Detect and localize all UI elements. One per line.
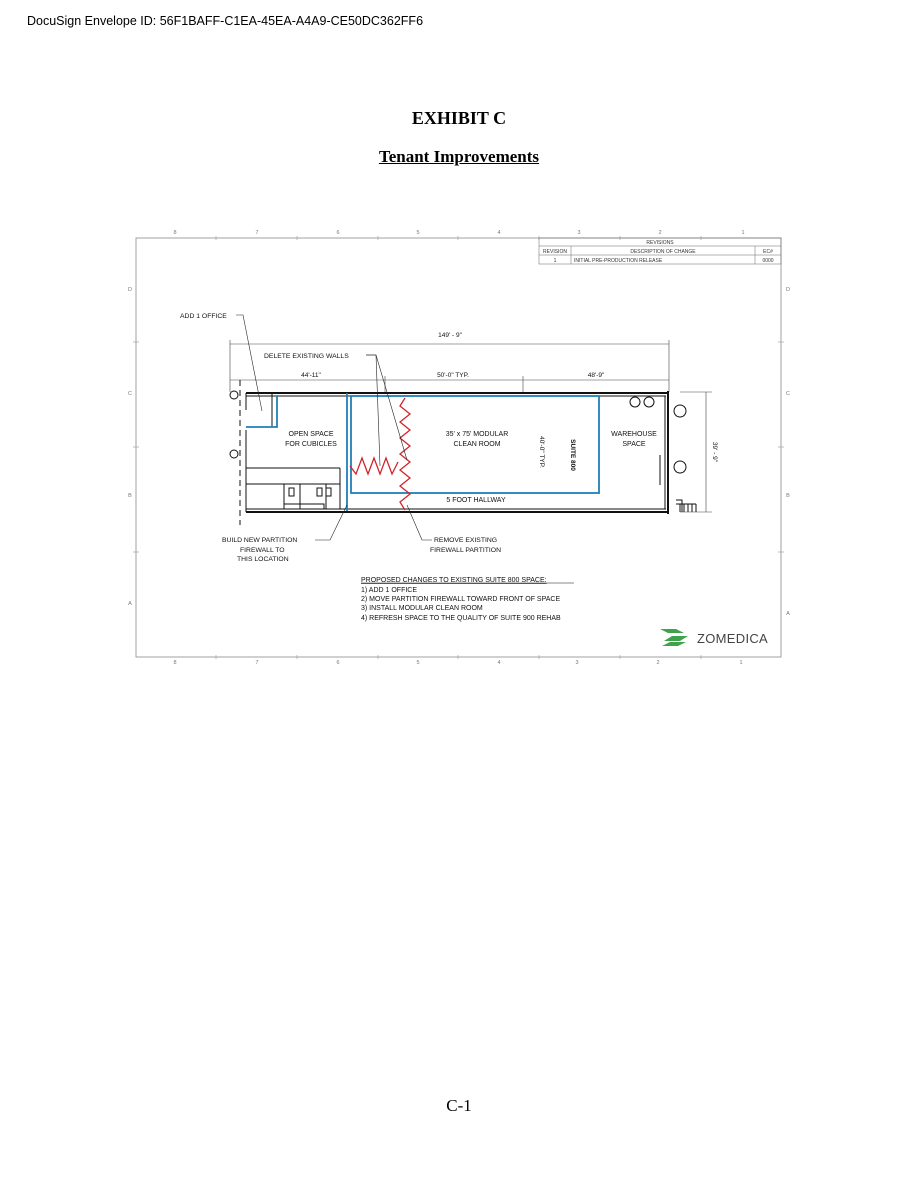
notes-item: 1) ADD 1 OFFICE: [361, 587, 418, 594]
notes-item: 2) MOVE PARTITION FIREWALL TOWARD FRONT OF SPACE: [361, 596, 561, 603]
notes-heading: PROPOSED CHANGES TO EXISTING SUITE 800 SPACE:: [361, 577, 547, 584]
callout-delete-walls: DELETE EXISTING WALLS: [264, 353, 349, 360]
row-label-right: A: [786, 611, 790, 617]
col-label-top: 5: [416, 230, 420, 236]
col-label-top: 2: [658, 230, 662, 236]
col-label-bottom: 1: [739, 660, 743, 666]
col-label-bottom: 8: [173, 660, 177, 666]
zomedica-logo: [660, 629, 768, 646]
row-label-left: D: [128, 287, 132, 293]
dimension-height: 39' - 9": [711, 441, 718, 463]
revisions-cell: 1: [553, 258, 557, 264]
callout-remove-firewall: REMOVE EXISTING: [434, 537, 498, 544]
col-label-top: 1: [741, 230, 745, 236]
dimension-right: 48'-9": [587, 372, 605, 379]
room-warehouse: SPACE: [622, 441, 646, 448]
row-label-right: B: [786, 493, 790, 499]
document-subtitle: Tenant Improvements: [378, 147, 540, 166]
revisions-cell: 0000: [762, 258, 774, 264]
callout-add-office: ADD 1 OFFICE: [180, 313, 227, 320]
room-open-space: FOR CUBICLES: [285, 441, 337, 448]
revisions-cell: INITIAL PRE-PRODUCTION RELEASE: [574, 258, 663, 264]
page-number: C-1: [446, 1096, 472, 1115]
zomedica-logo-text: ZOMEDICA: [697, 631, 769, 646]
notes-item: 3) INSTALL MODULAR CLEAN ROOM: [361, 605, 483, 612]
room-hallway: 5 FOOT HALLWAY: [446, 497, 506, 504]
row-label-left: C: [128, 391, 132, 397]
notes-item: 4) REFRESH SPACE TO THE QUALITY OF SUITE 900 REHAB: [361, 615, 561, 622]
row-label-right: C: [786, 391, 790, 397]
dimension-mid: 50'-0" TYP.: [437, 372, 469, 379]
dimension-clean-height: 40'-0" TYP.: [538, 436, 545, 468]
room-warehouse: WAREHOUSE: [611, 431, 657, 438]
col-label-bottom: 5: [416, 660, 420, 666]
callout-build-partition: FIREWALL TO: [240, 547, 285, 554]
building-walls: [246, 391, 668, 514]
revisions-header: DESCRIPTION OF CHANGE: [630, 249, 696, 255]
col-label-top: 7: [255, 230, 259, 236]
col-label-bottom: 7: [255, 660, 259, 666]
revisions-title: REVISIONS: [646, 240, 674, 246]
dimension-left: 44'-11": [301, 372, 321, 379]
exhibit-title: EXHIBIT C: [411, 108, 507, 128]
col-label-top: 6: [336, 230, 340, 236]
row-label-left: B: [128, 493, 132, 499]
callout-build-partition: BUILD NEW PARTITION: [222, 537, 298, 544]
col-label-bottom: 4: [497, 660, 501, 666]
room-clean-room: CLEAN ROOM: [453, 441, 501, 448]
dimension-overall: 149' - 9": [438, 332, 462, 339]
room-open-space: OPEN SPACE: [288, 431, 334, 438]
col-label-bottom: 6: [336, 660, 340, 666]
new-work-lines: [246, 393, 599, 511]
callout-remove-firewall: FIREWALL PARTITION: [430, 547, 501, 554]
room-clean-room: 35' x 75' MODULAR: [445, 431, 509, 438]
col-label-top: 3: [577, 230, 581, 236]
col-label-bottom: 2: [656, 660, 660, 666]
revisions-header: EC#: [763, 249, 773, 255]
col-label-bottom: 3: [575, 660, 579, 666]
callout-build-partition: THIS LOCATION: [237, 556, 289, 563]
docusign-envelope-id: DocuSign Envelope ID: 56F1BAFF-C1EA-45EA-A4A9-CE50DC362FF6: [27, 14, 424, 28]
row-label-left: A: [128, 601, 132, 607]
zomedica-logo-mark: [660, 629, 688, 646]
row-label-right: D: [786, 287, 790, 293]
col-label-top: 4: [497, 230, 501, 236]
suite-label: SUITE 800: [569, 439, 576, 471]
col-label-top: 8: [173, 230, 177, 236]
revisions-header: REVISION: [543, 249, 567, 255]
